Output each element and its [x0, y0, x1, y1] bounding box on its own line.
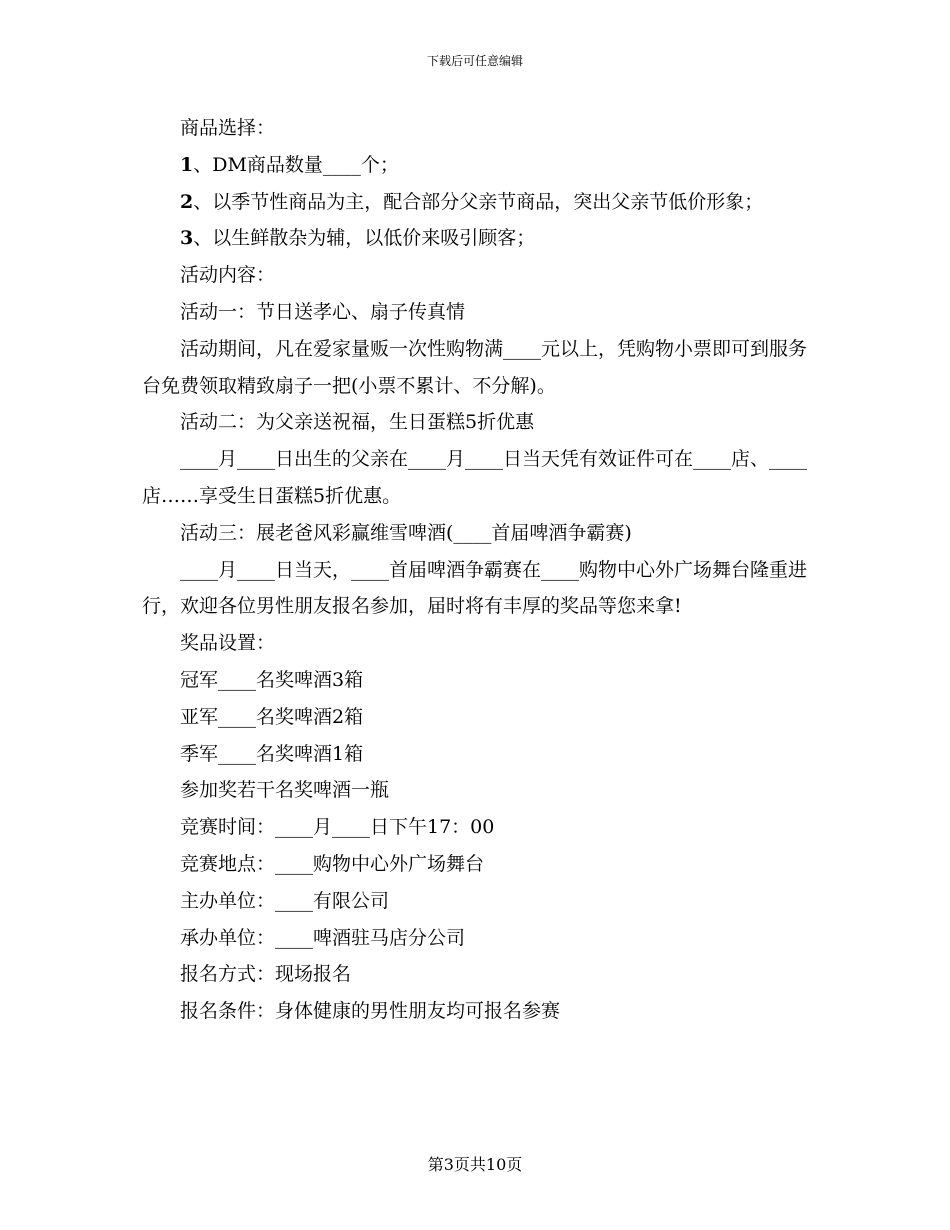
- paragraph-item-3: [142, 220, 810, 257]
- paragraph-activity-1-desc: 活动期间，凡在爱家量贩一次性购物满____元以上，凭购物小票即可到服务台免费领取精致扇子一把(小票不累计、不分解)。: [142, 337, 808, 397]
- paragraph-text: 、以季节性商品为主，配合部分父亲节商品，突出父亲节低价形象；: [193, 190, 764, 213]
- paragraph-contest-time: 竞赛时间：____月____日下午17：00: [180, 816, 495, 839]
- document-body: [142, 110, 810, 1030]
- paragraph-organizer: 主办单位：____有限公司: [180, 889, 390, 912]
- paragraph-registration-method: 报名方式：现场报名: [180, 963, 352, 986]
- paragraph-text: 、以生鲜散杂为辅，以低价来吸引顾客；: [193, 227, 536, 250]
- paragraph-prize-third: 季军____名奖啤酒1箱: [180, 742, 364, 765]
- page-footer: 第3页共10页: [427, 1155, 523, 1174]
- list-number: 1: [180, 153, 194, 176]
- paragraph-activity-content: 活动内容：: [180, 264, 276, 287]
- paragraph-activity-3-desc: ____月____日当天，____首届啤酒争霸赛在____购物中心外广场舞台隆重进行，欢迎各位男性朋友报名参加，届时将有丰厚的奖品等您来拿!: [142, 558, 808, 618]
- paragraph-registration-conditions: 报名条件：身体健康的男性朋友均可报名参赛: [180, 1000, 561, 1023]
- paragraph-text: 、DM商品数量____个；: [193, 153, 399, 176]
- paragraph-activity-1-title: 活动一：节日送孝心、扇子传真情: [180, 300, 466, 323]
- list-number: 2: [180, 190, 194, 213]
- paragraph-item-1: [142, 147, 810, 184]
- paragraph-prize-first: 冠军____名奖啤酒3箱: [180, 668, 364, 691]
- paragraph-activity-2-desc: ____月____日出生的父亲在____月____日当天凭有效证件可在____店、____店……享受生日蛋糕5折优惠。: [142, 448, 808, 507]
- paragraph-prize-participation: 参加奖若干名奖啤酒一瓶: [180, 779, 390, 802]
- paragraph-co-organizer: 承办单位：____啤酒驻马店分公司: [180, 926, 466, 949]
- paragraph-prize-settings: 奖品设置：: [180, 632, 276, 655]
- paragraph-activity-3-title: 活动三：展老爸风彩赢维雪啤酒(____首届啤酒争霸赛): [180, 521, 632, 544]
- page-header: 下载后可任意编辑: [426, 54, 523, 68]
- paragraph-product-selection: 商品选择：: [180, 117, 276, 139]
- paragraph-item-2: [142, 184, 810, 221]
- paragraph-contest-location: 竞赛地点：____购物中心外广场舞台: [180, 852, 485, 875]
- paragraph-activity-2-title: 活动二：为父亲送祝福，生日蛋糕5折优惠: [180, 411, 535, 434]
- paragraph-prize-second: 亚军____名奖啤酒2箱: [180, 705, 364, 728]
- list-number: 3: [180, 227, 194, 250]
